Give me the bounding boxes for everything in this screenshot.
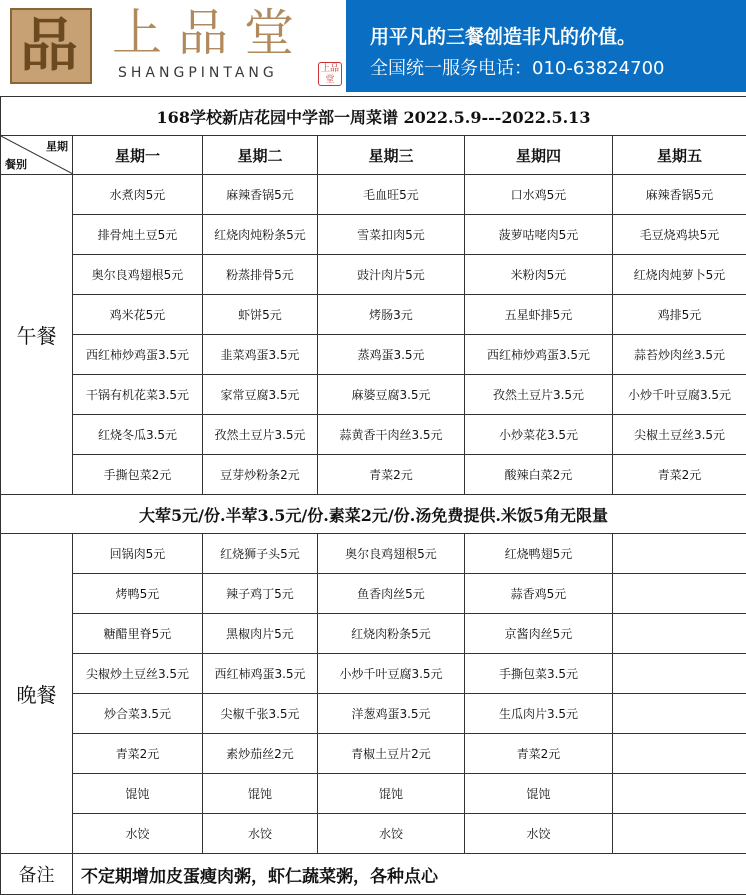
dinner-dish-cell: 水饺	[318, 814, 465, 854]
lunch-dish-cell: 麻婆豆腐3.5元	[318, 375, 465, 415]
lunch-dish-cell: 豆芽炒粉条2元	[203, 455, 318, 495]
dinner-dish-cell: 生瓜肉片3.5元	[465, 694, 613, 734]
lunch-dish-cell: 蒸鸡蛋3.5元	[318, 335, 465, 375]
lunch-dish-cell: 粉蒸排骨5元	[203, 255, 318, 295]
dinner-row	[1, 654, 746, 694]
header-banner	[0, 0, 746, 92]
dinner-dish-cell: 烤鸭5元	[73, 574, 203, 614]
dinner-dish-cell: 洋葱鸡蛋3.5元	[318, 694, 465, 734]
price-note-row	[1, 495, 746, 534]
lunch-row	[1, 415, 746, 455]
corner-day-label: 星期	[46, 138, 68, 154]
dinner-dish-cell	[613, 574, 746, 614]
dinner-dish-cell: 西红柿鸡蛋3.5元	[203, 654, 318, 694]
lunch-dish-cell: 鸡排5元	[613, 295, 746, 335]
lunch-dish-cell: 水煮肉5元	[73, 175, 203, 215]
brand-logo	[0, 0, 346, 92]
dinner-dish-cell: 馄饨	[465, 774, 613, 814]
price-note: 大荤5元/份.半荤3.5元/份.素菜2元/份.汤免费提供.米饭5角无限量	[1, 495, 746, 534]
lunch-dish-cell: 虾饼5元	[203, 295, 318, 335]
dinner-dish-cell: 回锅肉5元	[73, 534, 203, 574]
lunch-dish-cell: 奥尔良鸡翅根5元	[73, 255, 203, 295]
dinner-dish-cell: 尖椒炒土豆丝3.5元	[73, 654, 203, 694]
hotline-text: 全国统一服务电话：010-63824700	[370, 54, 664, 80]
dinner-dish-cell: 尖椒千张3.5元	[203, 694, 318, 734]
dinner-row	[1, 774, 746, 814]
dinner-dish-cell: 糖醋里脊5元	[73, 614, 203, 654]
day-header-3: 星期三	[318, 136, 465, 175]
corner-header	[1, 136, 73, 175]
dinner-dish-cell: 鱼香肉丝5元	[318, 574, 465, 614]
lunch-dish-cell: 手撕包菜2元	[73, 455, 203, 495]
weekly-menu-table	[0, 96, 746, 895]
seal-stamp-icon: 上品 堂	[318, 62, 342, 86]
lunch-dish-cell: 口水鸡5元	[465, 175, 613, 215]
lunch-dish-cell: 小炒千叶豆腐3.5元	[613, 375, 746, 415]
slogan-text: 用平凡的三餐创造非凡的价值。	[370, 22, 636, 49]
lunch-dish-cell: 毛豆烧鸡块5元	[613, 215, 746, 255]
corner-meal-label: 餐别	[5, 156, 27, 172]
dinner-dish-cell: 红烧鸭翅5元	[465, 534, 613, 574]
lunch-dish-cell: 干锅有机花菜3.5元	[73, 375, 203, 415]
lunch-dish-cell: 排骨炖土豆5元	[73, 215, 203, 255]
logo-subtitle: SHANGPINTANG	[118, 65, 278, 81]
dinner-dish-cell: 水饺	[203, 814, 318, 854]
lunch-row	[1, 175, 746, 215]
lunch-dish-cell: 青菜2元	[318, 455, 465, 495]
dinner-dish-cell: 青菜2元	[465, 734, 613, 774]
dinner-dish-cell: 水饺	[465, 814, 613, 854]
lunch-dish-cell: 韭菜鸡蛋3.5元	[203, 335, 318, 375]
dinner-dish-cell: 水饺	[73, 814, 203, 854]
lunch-dish-cell: 小炒菜花3.5元	[465, 415, 613, 455]
lunch-dish-cell: 孜然土豆片3.5元	[203, 415, 318, 455]
logo-emblem-icon: 品	[10, 8, 92, 84]
dinner-dish-cell	[613, 774, 746, 814]
lunch-dish-cell: 西红柿炒鸡蛋3.5元	[465, 335, 613, 375]
lunch-dish-cell: 孜然土豆片3.5元	[465, 375, 613, 415]
dinner-row	[1, 814, 746, 854]
lunch-dish-cell: 红烧冬瓜3.5元	[73, 415, 203, 455]
dinner-dish-cell	[613, 694, 746, 734]
lunch-dish-cell: 菠萝咕咾肉5元	[465, 215, 613, 255]
dinner-dish-cell	[613, 614, 746, 654]
lunch-dish-cell: 五星虾排5元	[465, 295, 613, 335]
dinner-label: 晚餐	[1, 534, 73, 854]
dinner-row	[1, 614, 746, 654]
dinner-dish-cell	[613, 734, 746, 774]
dinner-dish-cell: 京酱肉丝5元	[465, 614, 613, 654]
day-header-5: 星期五	[613, 136, 746, 175]
day-header-2: 星期二	[203, 136, 318, 175]
dinner-row	[1, 574, 746, 614]
remark-row	[1, 854, 746, 895]
lunch-dish-cell: 青菜2元	[613, 455, 746, 495]
lunch-row	[1, 455, 746, 495]
dinner-dish-cell: 青椒土豆片2元	[318, 734, 465, 774]
lunch-dish-cell: 雪菜扣肉5元	[318, 215, 465, 255]
slogan-panel	[346, 0, 746, 92]
lunch-row	[1, 295, 746, 335]
lunch-dish-cell: 蒜苔炒肉丝3.5元	[613, 335, 746, 375]
logo-title: 上品堂	[112, 2, 310, 64]
dinner-dish-cell: 素炒茄丝2元	[203, 734, 318, 774]
lunch-row	[1, 375, 746, 415]
dinner-dish-cell: 青菜2元	[73, 734, 203, 774]
lunch-dish-cell: 豉汁肉片5元	[318, 255, 465, 295]
lunch-dish-cell: 毛血旺5元	[318, 175, 465, 215]
dinner-row	[1, 694, 746, 734]
menu-title: 168学校新店花园中学部一周菜谱 2022.5.9---2022.5.13	[1, 97, 746, 136]
lunch-label: 午餐	[1, 175, 73, 495]
lunch-row	[1, 215, 746, 255]
day-header-4: 星期四	[465, 136, 613, 175]
lunch-dish-cell: 西红柿炒鸡蛋3.5元	[73, 335, 203, 375]
dinner-dish-cell: 馄饨	[203, 774, 318, 814]
dinner-dish-cell: 红烧狮子头5元	[203, 534, 318, 574]
day-header-1: 星期一	[73, 136, 203, 175]
lunch-dish-cell: 红烧肉炖萝卜5元	[613, 255, 746, 295]
dinner-dish-cell: 蒜香鸡5元	[465, 574, 613, 614]
lunch-dish-cell: 米粉肉5元	[465, 255, 613, 295]
dinner-row	[1, 534, 746, 574]
dinner-dish-cell: 红烧肉粉条5元	[318, 614, 465, 654]
dinner-dish-cell: 黑椒肉片5元	[203, 614, 318, 654]
remark-label: 备注	[1, 854, 73, 895]
lunch-dish-cell: 尖椒土豆丝3.5元	[613, 415, 746, 455]
dinner-row	[1, 734, 746, 774]
dinner-dish-cell: 馄饨	[318, 774, 465, 814]
lunch-dish-cell: 烤肠3元	[318, 295, 465, 335]
dinner-dish-cell	[613, 814, 746, 854]
dinner-dish-cell: 手撕包菜3.5元	[465, 654, 613, 694]
lunch-dish-cell: 红烧肉炖粉条5元	[203, 215, 318, 255]
lunch-dish-cell: 家常豆腐3.5元	[203, 375, 318, 415]
lunch-dish-cell: 酸辣白菜2元	[465, 455, 613, 495]
dinner-dish-cell: 小炒千叶豆腐3.5元	[318, 654, 465, 694]
lunch-dish-cell: 蒜黄香干肉丝3.5元	[318, 415, 465, 455]
lunch-dish-cell: 麻辣香锅5元	[203, 175, 318, 215]
lunch-dish-cell: 鸡米花5元	[73, 295, 203, 335]
dinner-dish-cell: 馄饨	[73, 774, 203, 814]
lunch-row	[1, 335, 746, 375]
lunch-dish-cell: 麻辣香锅5元	[613, 175, 746, 215]
remark-text: 不定期增加皮蛋瘦肉粥，虾仁蔬菜粥，各种点心	[73, 854, 746, 895]
dinner-dish-cell: 奥尔良鸡翅根5元	[318, 534, 465, 574]
dinner-dish-cell	[613, 534, 746, 574]
lunch-row	[1, 255, 746, 295]
dinner-dish-cell: 辣子鸡丁5元	[203, 574, 318, 614]
dinner-dish-cell	[613, 654, 746, 694]
dinner-dish-cell: 炒合菜3.5元	[73, 694, 203, 734]
